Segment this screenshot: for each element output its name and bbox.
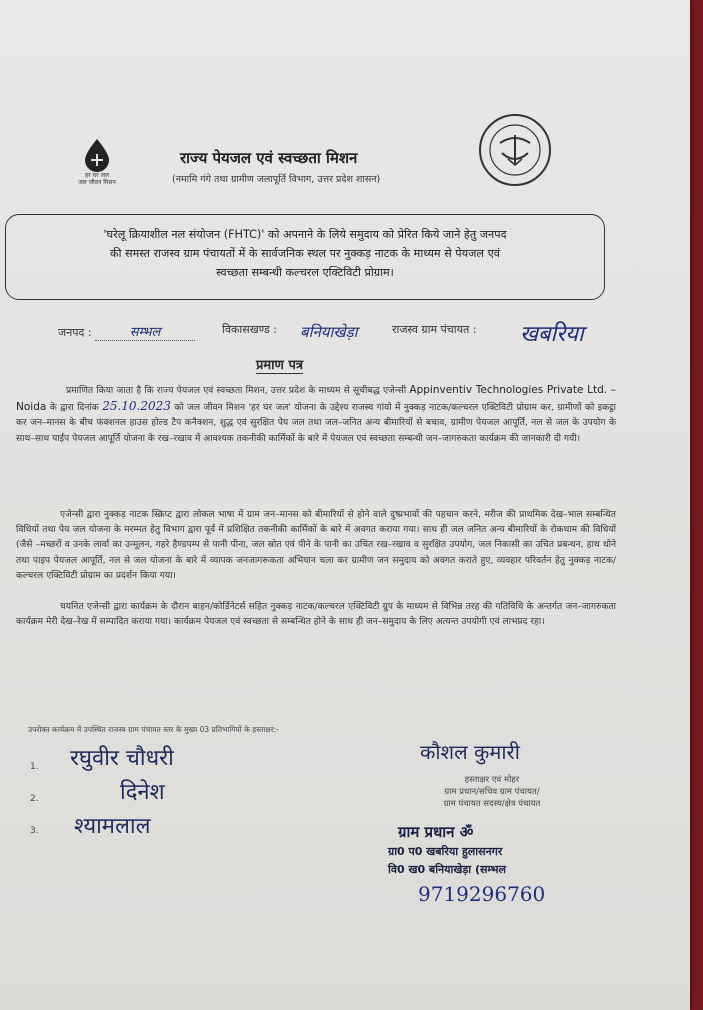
logo-left-text: हर घर जल <box>85 172 109 179</box>
up-government-seal <box>478 113 552 187</box>
block-field <box>222 322 277 337</box>
participant-signature-3: श्यामलाल <box>74 814 151 839</box>
water-drop-icon <box>82 138 112 172</box>
logo-left-sub: जल जीवन मिशन <box>78 179 116 186</box>
pradhan-phone: 9719296760 <box>418 882 546 906</box>
signature-number-2: 2. <box>30 794 39 804</box>
district-field <box>58 322 195 341</box>
banner-line-2: की समस्त राजस्व ग्राम पंचायतों में के सार्वजनिक स्थल पर नुक्कड़ नाटक के माध्यम से पेयजल एवं <box>110 247 500 260</box>
program-date: 25.10.2023 <box>102 399 171 414</box>
agency-name: Appinventiv Technologies Private Ltd. – Noida <box>16 384 616 414</box>
panchayat-label: राजस्व ग्राम पंचायत : <box>392 323 477 336</box>
pradhan-stamp-block: वि0 ख0 बनियाखेड़ा (सम्भल <box>388 863 506 876</box>
banner-line-1: 'घरेलू क्रियाशील नल संयोजन (FHTC)' को अपनाने के लिये समुदाय को प्रेरित किये जाने हेतु जनपद <box>103 228 507 241</box>
pradhan-stamp-title: ग्राम प्रधान ॐ <box>398 823 474 841</box>
p1-part-c: को जल जीवन मिशन 'हर घर जल' योजना के उद्देश्य राजस्व गांवो में नुक्कड़ नाटक/कल्चरल एक्टिविटी प्रोग्राम कर, ग्रामीणों को इकट्ठा कर जन–मानस के बीच फंक्शनल हाउस होल्ड टैप कनैक्शन, शुद्ध एवं सुरक्षित पेय जल तथा जल–जनित अन्य बीमारियों से बचाव, ग्रामीण पेयजल आपूर्ति, नल से जल के उपयोग के साथ–साथ पाईप पेयजल आपूर्ति योजना के रख–रखाव में आवश्यक तकनीकी कार्मिकों के बारे में पेयजल एवं स्वच्छता सम्बन्धी जन–जागरुकता कार्यक्रम की जानकारी दी गयी। <box>16 403 616 444</box>
signature-number-3: 3. <box>30 826 39 836</box>
seal-label: हस्ताक्षर एवं मोहर <box>464 775 520 785</box>
seal-icon <box>478 113 552 187</box>
district-value: सम्भल <box>95 322 195 341</box>
page-title: राज्य पेयजल एवं स्वच्छता मिशन <box>180 149 358 167</box>
block-label: विकासखण्ड : <box>222 323 278 336</box>
district-label: जनपद : <box>58 326 92 339</box>
pradhan-signature: कौशल कुमारी <box>420 740 520 764</box>
panchayat-field <box>392 322 476 337</box>
p1-part-a: प्रमाणित किया जाता है कि राज्य पेयजल एवं स्वच्छता मिशन, उत्तर प्रदेश के माध्यम से सूचीबद्ध एजेन्सी <box>66 386 407 396</box>
pradhan-roles <box>392 774 592 810</box>
block-value: बनियाखेड़ा <box>300 323 358 341</box>
participant-signature-2: दिनेश <box>120 780 165 805</box>
har-ghar-jal-logo <box>66 138 128 186</box>
panchayat-value: खबरिया <box>520 322 584 347</box>
program-banner <box>5 214 605 300</box>
p1-part-b: के द्वारा दिनांक <box>49 403 99 414</box>
participant-signature-1: रघुवीर चौधरी <box>70 746 174 771</box>
signature-number-1: 1. <box>30 762 39 772</box>
role-line-2: ग्राम पंचायत सदस्य/क्षेत्र पंचायत <box>443 799 541 809</box>
paragraph-1 <box>16 383 616 447</box>
paragraph-3: चयनित एजेन्सी द्वारा कार्यक्रम के दौरान बाहन/कोर्डिनेटर्स सहित नुक्कड़ नाटक/कल्चरल एक्टिविटी ग्रुप के माध्यम से विभिन्न तरह की गतिविधि के अन्तर्गत जन–जागरुकता कार्यक्रम मेरी देख–रेख में सम्पादित कराया गया। कार्यक्रम पेयजल एवं स्वच्छता से सम्बन्धित होने के साथ ही जन–समुदाय के लिए अत्यन्त उपयोगी एवं लाभप्रद रहा। <box>16 602 616 628</box>
role-line-1: ग्राम प्रधान/सचिव ग्राम पंचायत/ <box>444 787 540 797</box>
banner-line-3: स्वच्छता सम्बन्धी कल्चरल एक्टिविटी प्रोग्राम। <box>216 266 394 279</box>
signature-note: उपरोक्त कार्यक्रम में उपस्थित राजस्व ग्राम पंचायत स्तर के मुख्य 03 प्रतिभागियों के हस्ताक्षर:- <box>28 725 280 734</box>
paragraph-2: एजेन्सी द्वारा नुक्कड़ नाटक स्क्रिप्ट द्वारा लोकल भाषा में ग्राम जन–मानस को बीमारियों से होने वाले दुष्प्रभावों की पहचान करने, मरीज की प्राथमिक देख–भाल सम्बन्धित विधियों तथा पेय जल योजना के मरम्मत हेतु विभाग द्वारा पूर्व में प्रशिक्षित तकनीकी कार्मिकों के बारे में अवगत कराया गया। साथ ही जल जनित अन्य बीमारियों के रोकथाम की विधियों (जैसे –मच्छरों व उनके लार्वा का उन्मूलन, गहरे हैण्डपम्प से पानी पीना, जल स्रोत एवं पीने के पानी का उचित रख–रखाव व सुरक्षित उपयोग, जल निकासी का उचित प्रबन्धन, हाथ धोने तथा पाइप पेयजल आपूर्ति, नल से जल योजना के बारे में व्यापक जनजागरूकता अभियान चला कर ग्रामीण जन समुदाय को अवगत कराते हुए, व्यवहार परिवर्तन हेतु नुक्कड़ नाटक/कल्चरल एक्टिविटी प्रोग्राम का प्रदर्शन किया गया। <box>16 510 616 581</box>
certificate-title: प्रमाण पत्र <box>256 355 303 374</box>
page-subtitle: (नमामि गंगे तथा ग्रामीण जलापूर्ति विभाग, उत्तर प्रदेश शासन) <box>172 174 381 185</box>
pradhan-stamp-village: ग्रा0 प0 खबरिया हुलासनगर <box>388 845 503 858</box>
